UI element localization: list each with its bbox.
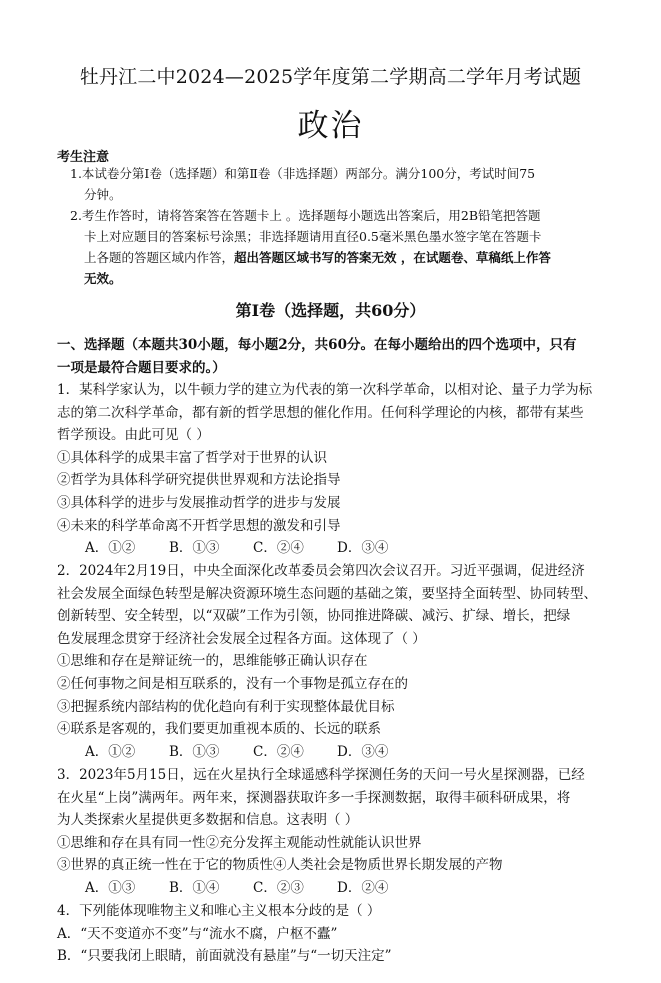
notes-heading: 考生注意: [57, 150, 110, 165]
question-stem-line: 创新转型、安全转型，以“双碳”工作为引领，协同推进降碳、减污、扩绿、增长，把绿: [57, 608, 571, 625]
question-option: ①具体科学的成果丰富了哲学对于世界的认识: [57, 449, 327, 466]
section-instructions: [57, 334, 617, 379]
question-option: ②充分发挥主观能动性就能认识世界: [205, 834, 422, 851]
notes-item-1: [70, 163, 615, 205]
notes-line: [70, 247, 615, 268]
notes-line: 无效。: [84, 271, 122, 286]
notes-item-2: [70, 205, 615, 289]
answer-choice: A．①②: [85, 540, 136, 557]
question-option: ④人类社会是物质世界长期发展的产物: [273, 857, 503, 874]
question-stem-line: 在火星“上岗”满两年。两年来，探测器获取许多一手探测数据，取得丰硕科研成果，将: [57, 789, 571, 806]
notes-bold-warning: 超出答题区域书写的答案无效 ，在试题卷、草稿纸上作答: [234, 250, 551, 265]
question-stem-line: 4．下列能体现唯物主义和唯心主义根本分歧的是（ ）: [57, 903, 381, 919]
question-4: [57, 900, 617, 968]
question-stem-line: 哲学预设。由此可见（ ）: [57, 427, 210, 444]
question-option: A．“天不变道亦不变”与“流水不腐，户枢不蠹”: [57, 925, 338, 942]
answer-choice: C．②③: [253, 879, 304, 896]
question-option: ②任何事物之间是相互联系的，没有一个事物是孤立存在的: [57, 675, 408, 692]
instr-line: 一项是最符合题目要求的。）: [57, 359, 226, 376]
exam-title: 牡丹江二中2024—2025学年度第二学期高二学年月考试题: [79, 66, 582, 88]
notes-line: 1.本试卷分第Ⅰ卷（选择题）和第Ⅱ卷（非选择题）两部分。满分100分，考试时间75: [70, 166, 536, 181]
exam-subject: 政治: [297, 108, 364, 144]
notes-text: 上各题的答题区域内作答，: [84, 250, 235, 265]
answer-choice: C．②④: [253, 540, 304, 557]
question-option-row: [57, 854, 617, 877]
notes-line: 卡上对应题目的答案标号涂黑；非选择题请用直径0.5毫米黑色墨水签字笔在答题卡: [84, 229, 542, 244]
answer-choices: [57, 537, 617, 560]
question-stem-line: 2．2024年2月19日，中央全面深化改革委员会第四次会议召开。习近平强调，促进经济: [57, 563, 585, 579]
section-title: 第Ⅰ卷（选择题，共60分）: [235, 301, 426, 320]
answer-choice: B．①④: [169, 879, 220, 896]
question-option: ③具体科学的进步与发展推动哲学的进步与发展: [57, 494, 341, 511]
question-option: ④联系是客观的，我们要更加重视本质的、长远的联系: [57, 721, 381, 738]
question-1: [57, 379, 617, 560]
answer-choice: A．①③: [85, 879, 136, 896]
answer-choices: [57, 741, 617, 764]
question-stem-line: 色发展理念贯穿于经济社会发展全过程各方面。这体现了（ ）: [57, 630, 426, 647]
question-option: ②哲学为具体科学研究提供世界观和方法论指导: [57, 472, 341, 489]
answer-choice: A．①②: [85, 743, 136, 760]
answer-choice: D．③④: [337, 743, 389, 760]
question-stem-line: 志的第二次科学革命，都有新的哲学思想的催化作用。任何科学理论的内核，都带有某些: [57, 404, 584, 421]
question-stem-line: 社会发展全面绿色转型是解决资源环境生态问题的基础之策，要坚持全面转型、协同转型、: [57, 585, 597, 602]
notes-line: 分钟。: [84, 187, 122, 202]
notes-line: 2.考生作答时，请将答案答在答题卡上 。选择题每小题选出答案后，用2B铅笔把答题: [70, 208, 541, 223]
question-option: ①思维和存在具有同一性: [57, 834, 206, 851]
question-stem-line: 1．某科学家认为，以牛顿力学的建立为代表的第一次科学革命，以相对论、量子力学为标: [57, 382, 593, 398]
question-3: [57, 764, 617, 900]
answer-choice: D．②④: [337, 879, 389, 896]
answer-choice: C．②④: [253, 743, 304, 760]
instr-line: 一、选择题（本题共30小题，每小题2分，共60分。在每小题给出的四个选项中，只有: [57, 337, 577, 353]
answer-choice: B．①③: [169, 540, 220, 557]
question-option: ④未来的科学革命离不开哲学思想的激发和引导: [57, 517, 341, 534]
question-option: ①思维和存在是辩证统一的，思维能够正确认识存在: [57, 653, 368, 670]
answer-choice: B．①③: [169, 743, 220, 760]
question-option-row: [57, 832, 617, 855]
answer-choices: [57, 877, 617, 900]
question-2: [57, 560, 617, 763]
answer-choice: D．③④: [337, 540, 389, 557]
question-stem-line: 为人类探索火星提供更多数据和信息。这表明（ ）: [57, 812, 359, 829]
question-option: ③世界的真正统一性在于它的物质性: [57, 857, 273, 874]
question-option: ③把握系统内部结构的优化趋向有利于实现整体最优目标: [57, 698, 395, 715]
question-stem-line: 3．2023年5月15日，远在火星执行全球遥感科学探测任务的天问一号火星探测器，已经: [57, 767, 585, 783]
question-option: B．“只要我闭上眼睛，前面就没有悬崖”与“一切天注定”: [57, 948, 392, 965]
